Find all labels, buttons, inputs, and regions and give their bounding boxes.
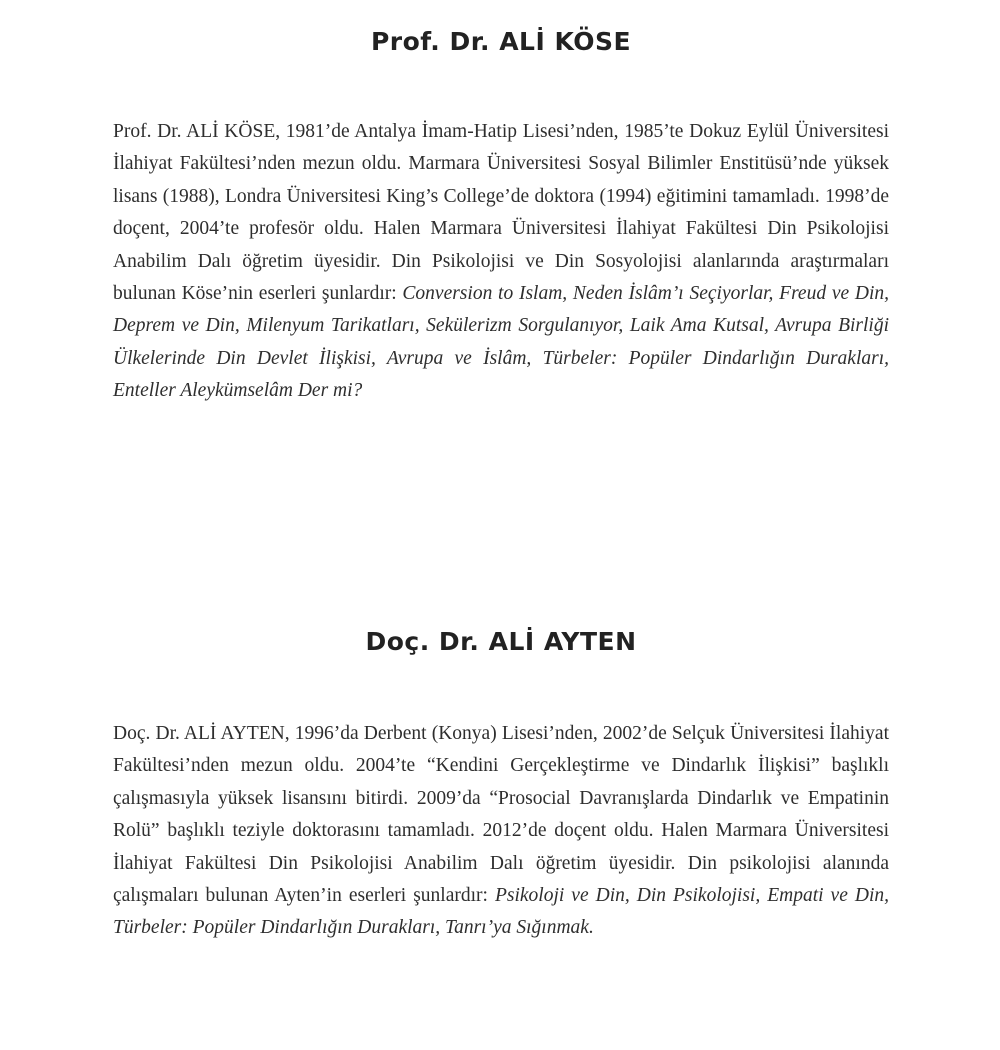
- biography-section-kose: [113, 22, 889, 408]
- biography-text: Doç. Dr. ALİ AYTEN, 1996’da Derbent (Konya) Lisesi’nden, 2002’de Selçuk Üniversitesi İlahiyat Fakültesi’nden mezun oldu. 2004’te “Kendini Gerçekleştirme ve Dindarlık İlişkisi” başlıklı çalışmasıyla yüksek lisansını bitirdi. 2009’da “Prosocial Davranışlarda Dindarlık ve Empatinin Rolü” başlıklı teziyle doktorasını tamamladı. 2012’de doçent oldu. Halen Marmara Üniversitesi İlahiyat Fakültesi Din Psikolojisi Anabilim Dalı öğretim üyesidir. Din psikolojisi alanında çalışmaları bulunan Ayten’in eserleri şunlardır:: [113, 723, 889, 907]
- section-heading: Doç. Dr. ALİ AYTEN: [365, 627, 637, 656]
- section-heading: Prof. Dr. ALİ KÖSE: [370, 27, 632, 56]
- biography-text: Prof. Dr. ALİ KÖSE, 1981’de Antalya İmam-Hatip Lisesi’nden, 1985’te Dokuz Eylül Üniversitesi İlahiyat Fakültesi’nden mezun oldu. Marmara Üniversitesi Sosyal Bilimler Enstitüsü’nde yüksek lisans (1988), Londra Üniversitesi King’s College’de doktora (1994) eğitimini tamamladı. 1998’de doçent, 2004’te profesör oldu. Halen Marmara Üniversitesi İlahiyat Fakültesi Din Psikolojisi Anabilim Dalı öğretim üyesidir. Din Psikolojisi ve Din Sosyolojisi alanlarında araştırmaları bulunan Köse’nin eserleri şunlardır:: [113, 121, 889, 305]
- biography-paragraph: [113, 116, 889, 408]
- biography-paragraph: [113, 718, 889, 945]
- works-list: Psikoloji ve Din, Din Psikolojisi, Empati ve Din, Türbeler: Popüler Dindarlığın Durakları, Tanrı’ya Sığınmak.: [113, 885, 889, 939]
- biography-section-ayten: [113, 622, 889, 945]
- works-list: Conversion to Islam, Neden İslâm’ı Seçiyorlar, Freud ve Din, Deprem ve Din, Milenyum Tarikatları, Sekülerizm Sorgulanıyor, Laik Ama Kutsal, Avrupa Birliği Ülkelerinde Din Devlet İlişkisi, Avrupa ve İslâm, Türbeler: Popüler Dindarlığın Durakları, Enteller Aleykümselâm Der mi?: [113, 283, 890, 402]
